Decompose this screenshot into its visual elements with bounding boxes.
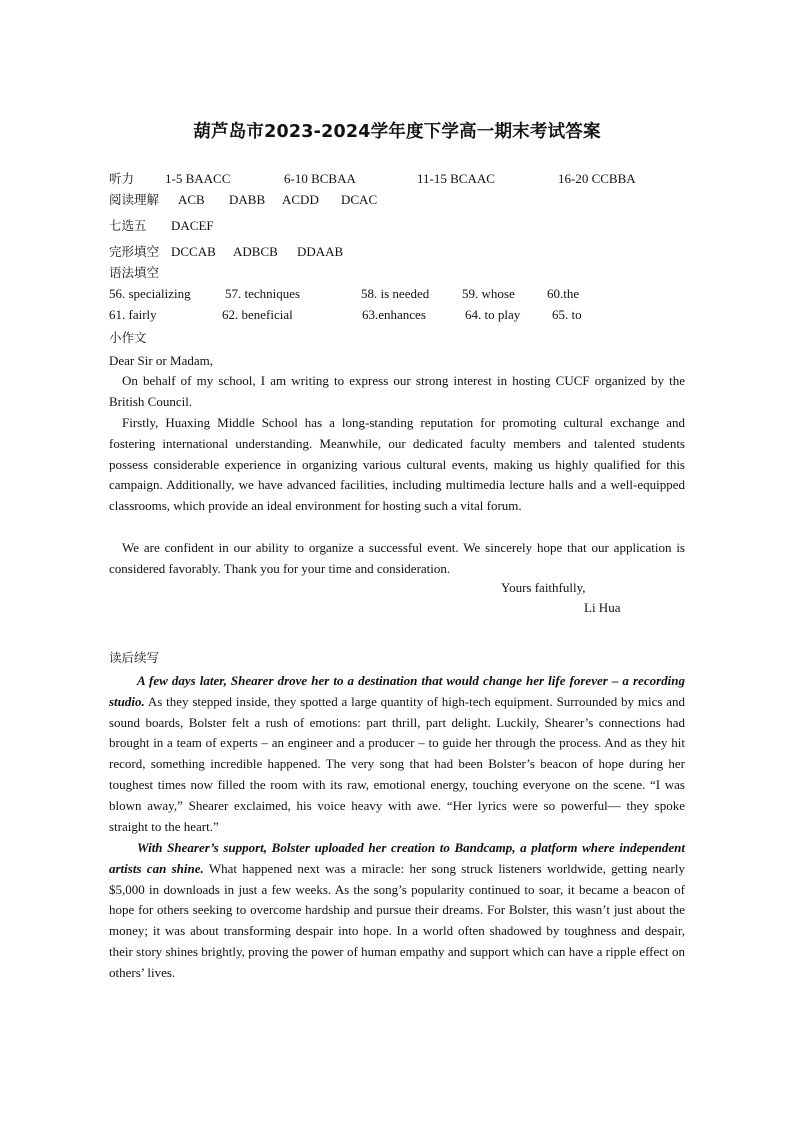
listening-answers-2: 6-10 BCBAA	[284, 171, 356, 186]
listening-answers-4: 16-20 CCBBA	[558, 171, 636, 186]
letter-signature-name: Li Hua	[584, 600, 621, 615]
seven-choose-five-answers: DACEF	[171, 218, 214, 233]
letter-paragraph-3: We are confident in our ability to organize a successful event. We sincerely hope that our application is considered favorably. Thank you for your time and consideration.	[109, 540, 685, 576]
cloze-row	[109, 243, 689, 261]
reading-answers-4: DCAC	[341, 192, 378, 207]
grammar-row-1	[109, 285, 689, 303]
listening-answers-3: 11-15 BCAAC	[417, 171, 495, 186]
grammar-row-2	[109, 306, 689, 324]
listening-row	[109, 170, 689, 188]
continuation-p1-body: As they stepped inside, they spotted a large quantity of high-tech equipment. Surrounded by mics and sound boards, Bolster felt a rush of emotions: part thrill, part delight. Luckily, Shearer’s connections had brought in a team of experts – an engineer and a producer – to guide her through the process. And as they hit record, something incredible happened. The very song that had been Bolster’s beacon of hope during her toughest times now filled the room with its raw, emotional energy, touching everyone on the scene. “I was blown away,” Shearer exclaimed, his voice heavy with awe. “Her lyrics were so powerful— they spoke straight to the heart.”	[109, 693, 685, 834]
continuation-p2-lead: With Shearer’s support, Bolster uploaded her creation to Bandcamp, a platform where independent artists can shine.	[109, 840, 685, 876]
letter-paragraph-1: On behalf of my school, I am writing to express our strong interest in hosting CUCF organized by the British Council.	[109, 373, 685, 409]
continuation-label-row	[109, 649, 689, 667]
grammar-answer: 63.enhances	[362, 307, 426, 322]
grammar-answer: 65. to	[552, 307, 582, 322]
grammar-answer: 57. techniques	[225, 286, 301, 301]
grammar-answer: 58. is needed	[361, 286, 430, 301]
writing-label: 小作文	[109, 330, 147, 345]
letter-greeting	[109, 352, 689, 370]
reading-row	[109, 191, 689, 209]
letter-closing: Yours faithfully,	[501, 580, 586, 595]
grammar-answer: 56. specializing	[109, 286, 191, 301]
seven-choose-five-row	[109, 217, 689, 235]
writing-label-row	[109, 329, 689, 347]
grammar-label-row	[109, 264, 689, 282]
grammar-answer: 61. fairly	[109, 307, 157, 322]
grammar-label: 语法填空	[109, 265, 160, 280]
reading-answers-3: ACDD	[282, 192, 319, 207]
listening-answers-1: 1-5 BAACC	[165, 171, 231, 186]
reading-answers-1: ACB	[178, 192, 205, 207]
letter-paragraph-2: Firstly, Huaxing Middle School has a long-standing reputation for promoting cultural exchange and fostering international understanding. Meanwhile, our dedicated faculty members and talented students possess considerable experience in organizing various cultural events, making us highly qualified for this campaign. Additionally, we have advanced facilities, including multimedia lecture halls and a well-equipped classrooms, which provide an ideal environment for hosting such a vital forum.	[109, 415, 685, 514]
cloze-answers-2: ADBCB	[233, 244, 278, 259]
continuation-label: 读后续写	[109, 650, 160, 665]
continuation-p2-body: What happened next was a miracle: her song struck listeners worldwide, getting nearly $5,000 in downloads in just a few weeks. As the song’s popularity continued to soar, it became a beacon of hope for others seeking to overcome hardship and pursue their dreams. For Bolster, this wasn’t just about the money; it was about transforming despair into hope. In a world often shadowed by toughness and despair, their story shines brightly, proving the power of human empathy and support which can have a ripple effect on others’ lives.	[109, 860, 685, 980]
seven-choose-five-label: 七选五	[109, 218, 147, 233]
continuation-paragraph-1	[109, 671, 685, 837]
grammar-answer: 59. whose	[462, 286, 515, 301]
continuation-paragraph-2	[109, 838, 685, 984]
page-title: 葫芦岛市2023-2024学年度下学高一期末考试答案	[193, 122, 601, 142]
grammar-answer: 62. beneficial	[222, 307, 293, 322]
reading-answers-2: DABB	[229, 192, 266, 207]
continuation-p1-lead: A few days later, Shearer drove her to a destination that would change her life forever – a recording studio.	[109, 673, 685, 709]
grammar-answer: 60.the	[547, 286, 580, 301]
listening-label: 听力	[109, 171, 135, 186]
cloze-answers-1: DCCAB	[171, 244, 216, 259]
cloze-label: 完形填空	[109, 244, 160, 259]
grammar-answer: 64. to play	[465, 307, 521, 322]
cloze-answers-3: DDAAB	[297, 244, 344, 259]
greeting-text: Dear Sir or Madam,	[109, 353, 213, 368]
reading-label: 阅读理解	[109, 192, 160, 207]
